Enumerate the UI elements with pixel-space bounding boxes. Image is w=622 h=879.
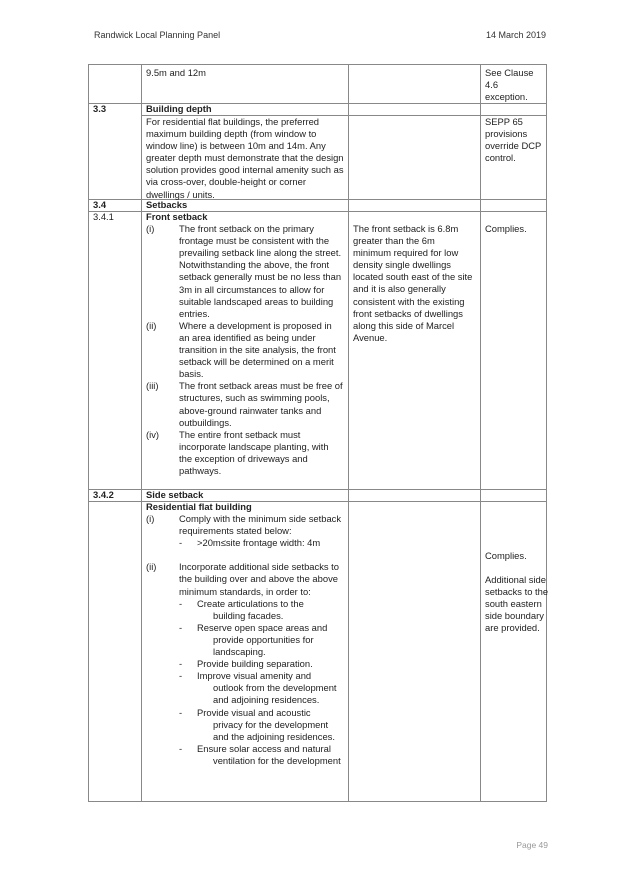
front-setback-proposal: The front setback is 6.8m greater than the 6m minimum required for low density single dwellings located south east of the site and it is also generally consistent with the existing front setbacks of dwellings along this side of Marcel Avenue. bbox=[353, 223, 473, 343]
item-label: (ii) bbox=[146, 561, 157, 573]
bullet-rest: building facades. bbox=[213, 609, 284, 621]
side-setback-compliance-1: Complies. bbox=[485, 550, 527, 561]
row0-control: 9.5m and 12m bbox=[146, 67, 206, 78]
building-depth-compliance: SEPP 65 provisions override DCP control. bbox=[485, 116, 542, 164]
side-setback-compliance-2: Additional side setbacks to the south eastern side boundary are provided. bbox=[485, 574, 549, 634]
item-text: Incorporate additional side setbacks to the building over and above the above minimum standards, in order to: bbox=[179, 561, 339, 597]
header-title: Randwick Local Planning Panel bbox=[94, 30, 221, 40]
bullet-first: Ensure solar access and natural bbox=[197, 742, 331, 754]
front-setback-item bbox=[146, 429, 344, 477]
bullet-dash: - bbox=[179, 670, 183, 682]
bullet-item bbox=[179, 658, 344, 670]
section-number-3-4: 3.4 bbox=[93, 199, 107, 210]
bullet-first: Provide visual and acoustic bbox=[197, 706, 311, 718]
item-text: The front setback areas must be free of structures, such as swimming pools, above-ground rainwater tanks and outbuildings. bbox=[179, 380, 343, 428]
bullet-first: Create articulations to the bbox=[197, 597, 304, 609]
bullet-dash: - bbox=[179, 621, 183, 633]
item-label: (i) bbox=[146, 223, 155, 235]
front-setback-item bbox=[146, 223, 344, 320]
bullet-rest: provide opportunities for landscaping. bbox=[213, 633, 314, 658]
section-title-building-depth: Building depth bbox=[146, 103, 212, 114]
front-setback-item bbox=[146, 380, 344, 428]
dash-text: >20m≤site frontage width: 4m bbox=[197, 537, 321, 549]
item-text: The front setback on the primary frontage must be consistent with the prevailing setback line along the street. Notwithstanding the above, the front setback generally must be no less than 3m in all circumstances to allow for suitable landscaped areas to building entries. bbox=[179, 223, 342, 319]
section-number-3-4-2: 3.4.2 bbox=[93, 489, 114, 500]
side-setback-item bbox=[146, 513, 344, 549]
dash-item bbox=[179, 537, 344, 549]
bullet-rest: privacy for the development and the adjoining residences. bbox=[213, 718, 335, 742]
header-date: 14 March 2019 bbox=[485, 30, 546, 40]
bullet-rest: ventilation for the development bbox=[213, 754, 341, 766]
bullet-item bbox=[179, 707, 344, 743]
section-title-setbacks: Setbacks bbox=[146, 199, 188, 210]
bullet-item bbox=[179, 598, 344, 622]
section-number-3-4-1: 3.4.1 bbox=[93, 211, 114, 222]
front-setback-title: Front setback bbox=[146, 211, 208, 222]
dash-marker: - bbox=[179, 537, 183, 549]
bullet-first: Provide building separation. bbox=[197, 658, 313, 670]
item-text: The entire front setback must incorporate landscape planting, with the exception of driveways and pathways. bbox=[179, 428, 329, 476]
assessment-table bbox=[88, 64, 547, 802]
item-text: Comply with the minimum side setback requirements stated below: bbox=[179, 513, 342, 537]
bullet-dash: - bbox=[179, 597, 183, 609]
bullet-first: Improve visual amenity and bbox=[197, 670, 312, 682]
building-depth-control: For residential flat buildings, the preferred maximum building depth (from window to window line) is between 10m and 14m. Any greater depth must demonstrate that the design solution provides good internal amenity such as via cross-over, double-height or corner dwellings / units. bbox=[146, 116, 344, 200]
section-title-side-setback: Side setback bbox=[146, 489, 204, 500]
front-setback-control bbox=[146, 211, 344, 477]
side-setback-subtitle: Residential flat building bbox=[146, 501, 252, 512]
item-label: (iv) bbox=[146, 428, 160, 440]
bullet-item bbox=[179, 743, 344, 767]
bullet-item bbox=[179, 670, 344, 706]
bullet-item bbox=[179, 622, 344, 658]
bullet-first: Reserve open space areas and bbox=[197, 621, 328, 633]
front-setback-item bbox=[146, 320, 344, 380]
side-setback-item bbox=[146, 561, 344, 767]
bullet-rest: outlook from the development and adjoining residences. bbox=[213, 682, 337, 706]
item-text: Where a development is proposed in an area identified as being under transition in the site analysis, the front setback will be determined on a merit basis. bbox=[179, 319, 336, 380]
side-setback-control bbox=[146, 501, 344, 767]
page-number: Page 49 bbox=[516, 840, 548, 850]
bullet-dash: - bbox=[179, 706, 183, 718]
front-setback-compliance: Complies. bbox=[485, 223, 527, 234]
bullet-dash: - bbox=[179, 742, 183, 754]
item-label: (i) bbox=[146, 513, 155, 525]
item-label: (ii) bbox=[146, 319, 157, 331]
bullet-dash: - bbox=[179, 658, 183, 670]
item-label: (iii) bbox=[146, 380, 159, 392]
row0-compliance: See Clause 4.6 exception. bbox=[485, 67, 534, 103]
section-number-3-3: 3.3 bbox=[93, 103, 107, 114]
